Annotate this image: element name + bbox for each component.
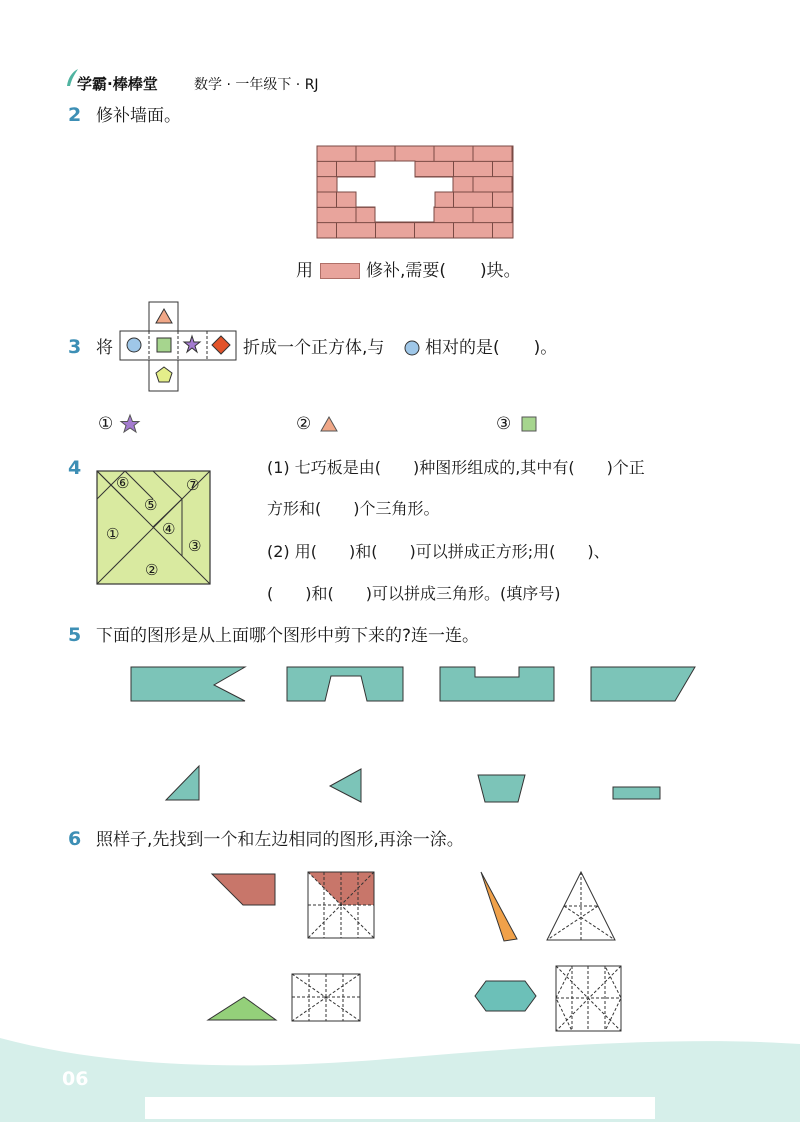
sample-trapezoid <box>212 874 275 905</box>
grid-square-1 <box>308 872 374 938</box>
q3-text-mid: 折成一个正方体,与 <box>243 338 385 358</box>
q3-lead: 将 <box>96 338 113 358</box>
q2-text-after: 修补,需要( )块。 <box>366 261 521 281</box>
q5-number: 5 <box>68 624 82 646</box>
q2-number: 2 <box>68 104 82 126</box>
sample-green-triangle <box>208 997 276 1020</box>
q3-text-end: 相对的是( )。 <box>425 338 558 358</box>
q6-number: 6 <box>68 828 82 850</box>
q4-line-1: (1) 七巧板是由( )种图形组成的,其中有( )个正 <box>267 458 645 477</box>
q5-title: 下面的图形是从上面哪个图形中剪下来的?连一连。 <box>96 626 480 646</box>
tangram-piece-7: ⑦ <box>186 476 200 494</box>
header-subtitle: 数学 · 一年级下 · RJ <box>194 77 319 93</box>
grid-rectangle <box>292 974 360 1021</box>
page-number: 06 <box>62 1068 89 1090</box>
q4-number: 4 <box>68 457 82 479</box>
tangram-piece-3: ③ <box>188 537 202 555</box>
tangram-piece-5: ⑤ <box>144 496 158 514</box>
q6-title: 照样子,先找到一个和左边相同的图形,再涂一涂。 <box>96 830 464 850</box>
tangram-piece-4: ④ <box>162 520 176 538</box>
q3-option-2-mark: ② <box>296 414 312 434</box>
q3-option-1-mark: ① <box>98 414 114 434</box>
tangram-piece-6: ⑥ <box>116 474 130 492</box>
q4-line-4: ( )和( )可以拼成三角形。(填序号) <box>267 584 561 603</box>
q2-text-before: 用 <box>296 261 313 281</box>
q3-option-3-mark: ③ <box>496 414 512 434</box>
tangram-piece-2: ② <box>145 561 159 579</box>
grid-triangle <box>547 872 615 940</box>
tangram-piece-1: ① <box>106 525 120 543</box>
header-brand: 学霸·棒棒堂 <box>77 75 158 93</box>
q4-line-3: (2) 用( )和( )可以拼成正方形;用( )、 <box>267 542 610 561</box>
q3-number: 3 <box>68 336 82 358</box>
q4-line-2: 方形和( )个三角形。 <box>267 499 440 518</box>
grid-square-2 <box>556 966 621 1031</box>
sample-thin-triangle <box>481 872 517 941</box>
q2-title: 修补墙面。 <box>96 106 181 126</box>
footer-bar <box>145 1097 655 1119</box>
sample-hexagon <box>475 981 536 1011</box>
